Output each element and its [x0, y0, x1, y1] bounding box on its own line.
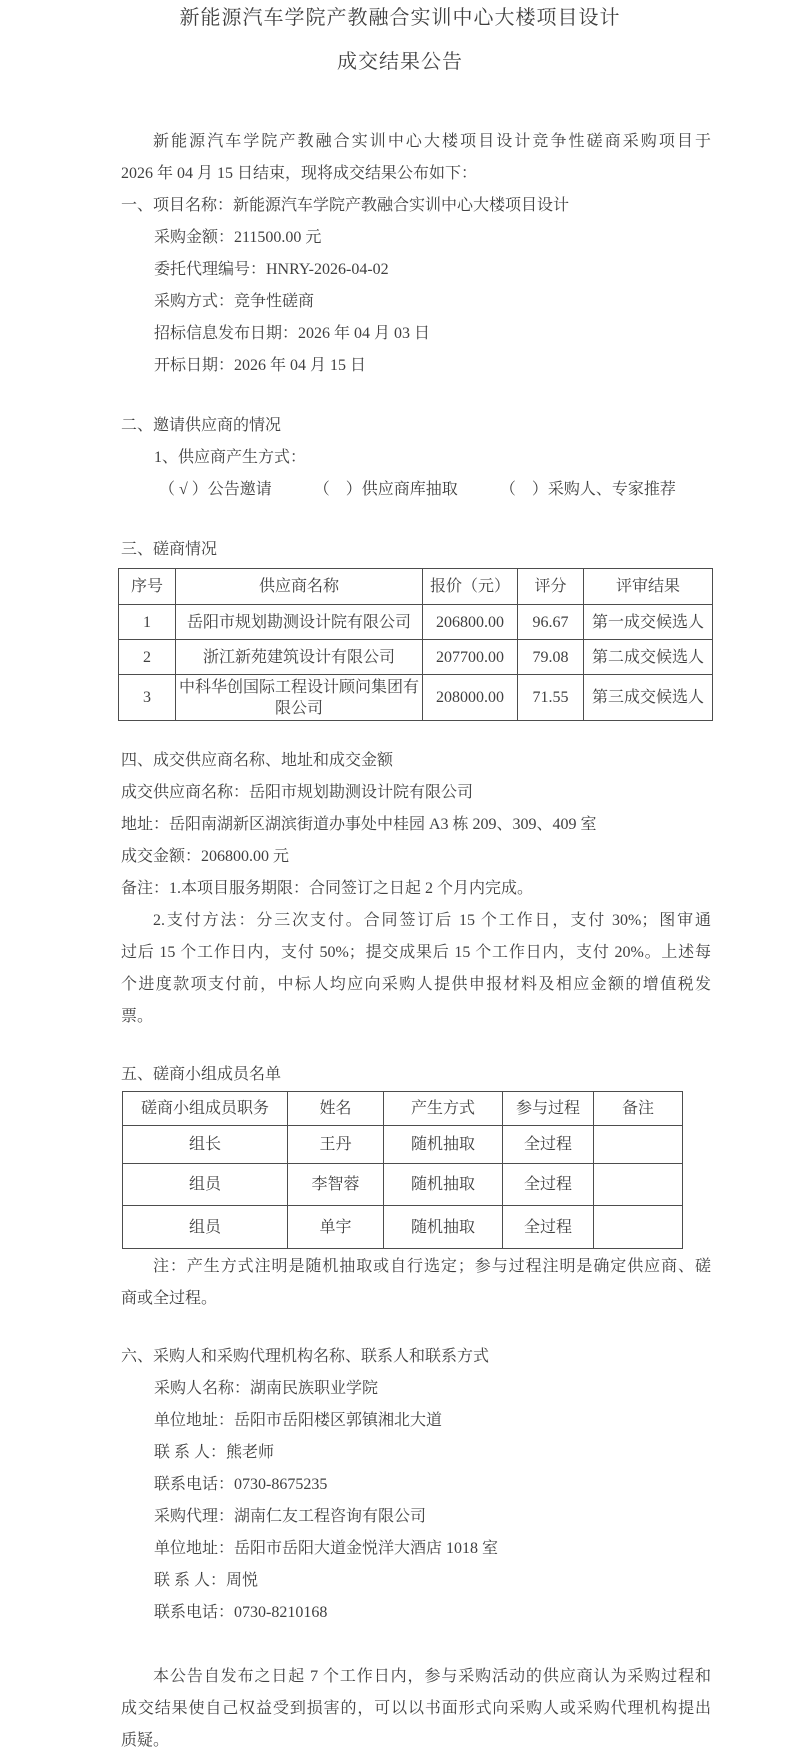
winner-address-line: 地址：岳阳南湖新区湖滨街道办事处中桂园 A3 栋 209、309、409 室: [121, 816, 597, 833]
contact-line: 单位地址：岳阳市岳阳楼区郭镇湘北大道: [154, 1412, 443, 1429]
cell-method: 随机抽取: [384, 1206, 503, 1249]
cell-seq: 3: [119, 675, 176, 721]
payment-line: 个进度款项支付前，中标人均应向采购人提供申报材料及相应金额的增值税发: [121, 976, 711, 993]
cell-score: 96.67: [518, 605, 584, 640]
contact-line: 单位地址：岳阳市岳阳大道金悦洋大酒店 1018 室: [154, 1540, 499, 1557]
section-3-heading: 三、磋商情况: [121, 541, 218, 558]
closing-paragraph: [121, 1661, 711, 1749]
intro-line: 2026 年 04 月 15 日结束，现将成交结果公布如下：: [121, 165, 478, 182]
panel-members-table: [122, 1091, 683, 1249]
cell-seq: 2: [119, 640, 176, 675]
cell-method: 随机抽取: [384, 1164, 503, 1206]
section-2: [121, 410, 711, 506]
note-line: 注：产生方式注明是随机抽取或自行选定；参与过程注明是确定供应商、磋: [153, 1258, 711, 1275]
payment-line: 2.支付方法：分三次支付。合同签订后 15 个工作日，支付 30%；图审通: [153, 912, 711, 929]
column-header: 报价（元）: [423, 569, 518, 605]
cell-supplier: 浙江新苑建筑设计有限公司: [176, 640, 423, 675]
cell-method: 随机抽取: [384, 1126, 503, 1164]
column-header: 姓名: [288, 1092, 384, 1126]
cell-remark: [594, 1126, 683, 1164]
column-header: 备注: [594, 1092, 683, 1126]
cell-supplier: 岳阳市规划勘测设计院有限公司: [176, 605, 423, 640]
table-row: [123, 1126, 683, 1164]
cell-score: 79.08: [518, 640, 584, 675]
column-header: 评分: [518, 569, 584, 605]
option-public-invitation: （ √ ）公告邀请: [159, 481, 272, 498]
section-6: [121, 1341, 711, 1629]
detail-line: 招标信息发布日期：2026 年 04 月 03 日: [154, 325, 431, 342]
detail-line: 采购方式：竞争性磋商: [154, 293, 315, 310]
closing-line: 成交结果使自己权益受到损害的，可以以书面形式向采购人或采购代理机构提出: [121, 1700, 711, 1717]
cell-role: 组员: [123, 1206, 288, 1249]
column-header: 供应商名称: [176, 569, 423, 605]
document-title: [0, 2, 800, 78]
cell-result: 第二成交候选人: [584, 640, 713, 675]
cell-remark: [594, 1206, 683, 1249]
section-2-heading: 二、邀请供应商的情况: [121, 417, 282, 434]
contact-line: 采购人名称：湖南民族职业学院: [154, 1380, 379, 1397]
payment-line: 票。: [121, 1008, 154, 1025]
cell-result: 第一成交候选人: [584, 605, 713, 640]
cell-score: 71.55: [518, 675, 584, 721]
section-4-heading: 四、成交供应商名称、地址和成交金额: [121, 752, 394, 769]
supplier-method-subheading: 1、供应商产生方式：: [154, 449, 307, 466]
cell-result: 第三成交候选人: [584, 675, 713, 721]
section-1: [121, 190, 711, 382]
cell-price: 208000.00: [423, 675, 518, 721]
table-note-paragraph: [121, 1251, 711, 1315]
cell-seq: 1: [119, 605, 176, 640]
closing-line: 质疑。: [121, 1732, 170, 1749]
section-5-heading: 五、磋商小组成员名单: [121, 1066, 282, 1083]
title-line-2: 成交结果公告: [337, 51, 463, 73]
cell-role: 组长: [123, 1126, 288, 1164]
contact-line: 联系电话：0730-8675235: [154, 1476, 328, 1493]
section-1-heading: 一、项目名称：新能源汽车学院产教融合实训中心大楼项目设计: [121, 197, 570, 214]
intro-line: 新能源汽车学院产教融合实训中心大楼项目设计竞争性磋商采购项目于: [153, 133, 711, 150]
negotiation-table: [118, 568, 713, 721]
cell-supplier: 中科华创国际工程设计顾问集团有限公司: [176, 675, 423, 721]
detail-line: 委托代理编号：HNRY-2026-04-02: [154, 261, 389, 278]
section-6-heading: 六、采购人和采购代理机构名称、联系人和联系方式: [121, 1348, 490, 1365]
cell-name: 单宇: [288, 1206, 384, 1249]
detail-line: 采购金额：211500.00 元: [154, 229, 322, 246]
cell-price: 207700.00: [423, 640, 518, 675]
column-header: 产生方式: [384, 1092, 503, 1126]
section-3: [121, 534, 711, 721]
cell-remark: [594, 1164, 683, 1206]
cell-name: 李智蓉: [288, 1164, 384, 1206]
cell-price: 206800.00: [423, 605, 518, 640]
table-row: [119, 640, 713, 675]
table-row: [123, 1206, 683, 1249]
column-header: 参与过程: [503, 1092, 594, 1126]
intro-paragraph: [121, 126, 711, 190]
contact-line: 采购代理：湖南仁友工程咨询有限公司: [154, 1508, 427, 1525]
option-supplier-pool-draw: （ ）供应商库抽取: [313, 481, 458, 498]
supplier-method-options: [121, 474, 711, 506]
cell-process: 全过程: [503, 1126, 594, 1164]
remark-line: 备注：1.本项目服务期限：合同签订之日起 2 个月内完成。: [121, 880, 534, 897]
column-header: 评审结果: [584, 569, 713, 605]
contact-line: 联 系 人：熊老师: [154, 1444, 275, 1461]
note-line: 商或全过程。: [121, 1290, 218, 1307]
contact-line: 联 系 人：周悦: [154, 1572, 259, 1589]
payment-line: 过后 15 个工作日内，支付 50%；提交成果后 15 个工作日内，支付 20%。上述每: [121, 944, 711, 961]
cell-name: 王丹: [288, 1126, 384, 1164]
table-row: [123, 1164, 683, 1206]
deal-amount-line: 成交金额：206800.00 元: [121, 848, 290, 865]
section-5: [121, 1059, 711, 1315]
option-buyer-expert-recommend: （ ）采购人、专家推荐: [499, 481, 676, 498]
section-4: [121, 745, 711, 1033]
column-header: 序号: [119, 569, 176, 605]
cell-process: 全过程: [503, 1164, 594, 1206]
table-header-row: [119, 569, 713, 605]
table-row: [119, 675, 713, 721]
closing-line: 本公告自发布之日起 7 个工作日内，参与采购活动的供应商认为采购过程和: [153, 1668, 711, 1685]
winner-name-line: 成交供应商名称：岳阳市规划勘测设计院有限公司: [121, 784, 474, 801]
payment-paragraph: [121, 905, 711, 1033]
title-line-1: 新能源汽车学院产教融合实训中心大楼项目设计: [179, 7, 621, 29]
table-row: [119, 605, 713, 640]
cell-process: 全过程: [503, 1206, 594, 1249]
table-header-row: [123, 1092, 683, 1126]
contact-line: 联系电话：0730-8210168: [154, 1604, 328, 1621]
cell-role: 组员: [123, 1164, 288, 1206]
column-header: 磋商小组成员职务: [123, 1092, 288, 1126]
detail-line: 开标日期：2026 年 04 月 15 日: [154, 357, 367, 374]
